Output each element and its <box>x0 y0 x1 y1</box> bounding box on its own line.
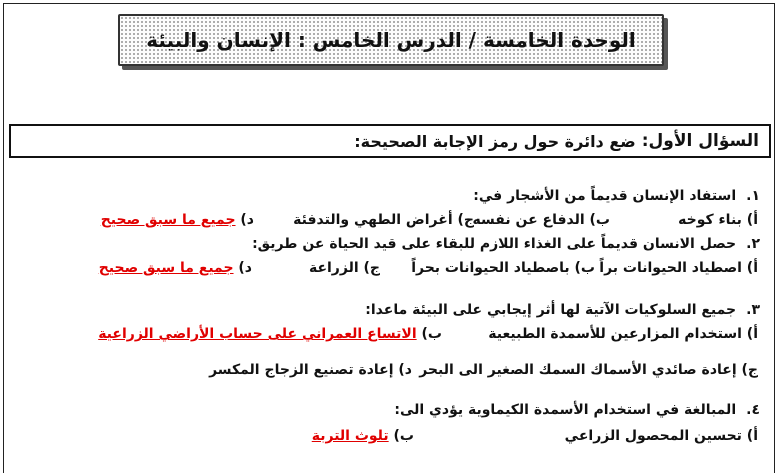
question-text: حصل الانسان قديماً على الغذاء اللازم للبقاء على قيد الحياة عن طريق: <box>252 236 737 252</box>
q1-option-c[interactable]: ج) أغراض الطهي والتدفئة <box>293 212 474 228</box>
option-letter: د) <box>240 212 254 228</box>
question-text: استفاد الإنسان قديماً من الأشجار في: <box>473 188 737 204</box>
correct-answer: جميع ما سبق صحيح <box>98 260 234 276</box>
question-4 <box>394 402 760 418</box>
question-1 <box>473 188 760 204</box>
lesson-title: الوحدة الخامسة / الدرس الخامس : الإنسان والبيئة <box>146 28 636 52</box>
question-number: ١. <box>746 188 760 204</box>
question-text: المبالغة في استخدام الأسمدة الكيماوية يؤدي الى: <box>394 402 737 418</box>
option-letter: ب) <box>421 326 442 342</box>
section-instruction: ضع دائرة حول رمز الإجابة الصحيحة: <box>354 131 636 151</box>
question-text: جميع السلوكيات الآتية لها أثر إيجابي على البيئة ماعدا: <box>365 302 737 318</box>
q3-option-d[interactable]: د) إعادة تصنيع الزجاج المكسر <box>209 362 412 378</box>
question-3 <box>365 302 760 318</box>
question-number: ٢. <box>746 236 760 252</box>
q1-option-b[interactable]: ب) الدفاع عن نفسه <box>472 212 610 228</box>
option-letter: ب) <box>393 428 414 444</box>
question-number: ٤. <box>746 402 760 418</box>
q2-option-b[interactable]: ب) باصطياد الحيوانات بحراً <box>411 260 595 276</box>
lesson-title-box <box>118 14 664 66</box>
q4-option-b[interactable] <box>312 428 414 444</box>
q3-option-b[interactable] <box>98 326 442 342</box>
q1-option-a[interactable]: أ) بناء كوخه <box>678 212 758 228</box>
correct-answer: جميع ما سبق صحيح <box>100 212 236 228</box>
q3-option-c[interactable]: ج) إعادة صائدي الأسماك السمك الصغير الى البحر <box>419 362 758 378</box>
q2-option-a[interactable]: أ) اصطياد الحيوانات براً <box>599 260 758 276</box>
q3-option-a[interactable]: أ) استخدام المزارعين للأسمدة الطبيعية <box>488 326 758 342</box>
section-lead: السؤال الأول: <box>641 131 759 151</box>
q2-option-c[interactable]: ج) الزراعة <box>308 260 380 276</box>
q2-option-d[interactable] <box>99 260 252 276</box>
q4-option-a[interactable]: أ) تحسين المحصول الزراعي <box>564 428 758 444</box>
question-2 <box>252 236 760 252</box>
section-header <box>9 124 771 158</box>
correct-answer: تلوث التربة <box>311 428 389 444</box>
correct-answer: الاتساع العمراني على حساب الأراضي الزراعية <box>98 326 417 342</box>
option-letter: د) <box>238 260 252 276</box>
q1-option-d[interactable] <box>101 212 254 228</box>
question-number: ٣. <box>746 302 760 318</box>
